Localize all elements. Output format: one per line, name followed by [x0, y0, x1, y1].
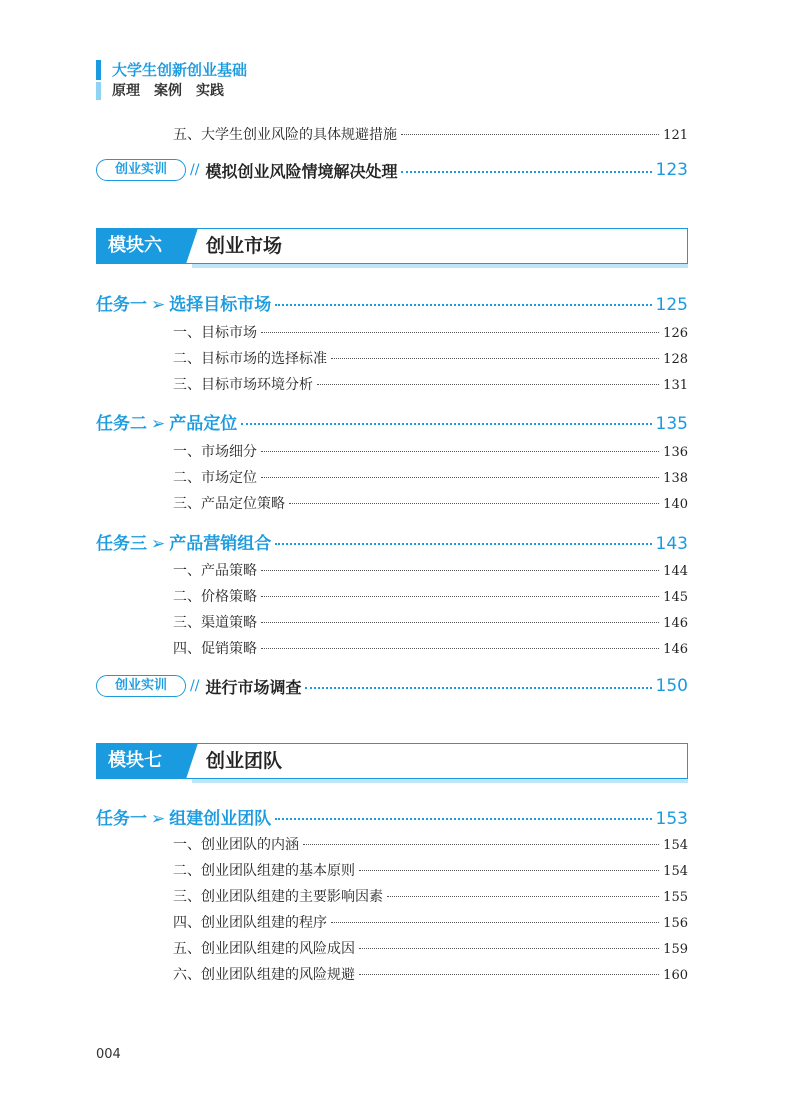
leader-dots — [331, 922, 659, 923]
module-title: 创业市场 — [206, 235, 283, 257]
module-label-notch — [186, 743, 198, 779]
leader-dots — [241, 423, 651, 425]
toc-item[interactable] — [173, 586, 688, 606]
toc-item-page: 121 — [663, 128, 688, 143]
arrow-icon: ➢ — [151, 534, 166, 554]
leader-dots — [387, 896, 659, 897]
practice-badge: 创业实训 — [96, 159, 186, 181]
toc-item-label: 二、创业团队组建的基本原则 — [173, 863, 355, 879]
toc-item-label: 四、创业团队组建的程序 — [173, 915, 327, 931]
toc-item-page: 144 — [663, 564, 688, 579]
toc-item[interactable] — [173, 374, 688, 394]
leader-dots — [317, 384, 659, 385]
toc-item-page: 154 — [663, 864, 688, 879]
toc-item-page: 154 — [663, 838, 688, 853]
task-title: 组建创业团队 — [169, 809, 272, 829]
task-page: 153 — [655, 809, 688, 829]
toc-item-label: 五、大学生创业风险的具体规避措施 — [173, 127, 397, 143]
toc-item[interactable] — [173, 860, 688, 880]
toc-item-label: 三、产品定位策略 — [173, 496, 285, 512]
toc-item-label: 三、目标市场环境分析 — [173, 377, 313, 393]
toc-item-page: 160 — [663, 968, 688, 983]
arrow-icon: ➢ — [151, 809, 166, 829]
toc-item-label: 五、创业团队组建的风险成因 — [173, 941, 355, 957]
leader-dots — [275, 543, 651, 545]
header-accent-bar-light — [96, 82, 101, 100]
toc-item-page: 156 — [663, 916, 688, 931]
practice-title: 进行市场调查 — [205, 677, 302, 697]
module-label: 模块六 — [96, 228, 186, 264]
leader-dots — [261, 451, 659, 452]
practice-badge: 创业实训 — [96, 675, 186, 697]
leader-dots — [359, 870, 659, 871]
leader-dots — [303, 844, 659, 845]
arrow-icon: ➢ — [151, 295, 166, 315]
leader-dots — [275, 818, 651, 820]
practice-page: 150 — [655, 676, 688, 696]
toc-item[interactable] — [173, 348, 688, 368]
module-label: 模块七 — [96, 743, 186, 779]
leader-dots — [401, 134, 659, 135]
practice-page: 123 — [655, 160, 688, 180]
toc-item[interactable] — [173, 467, 688, 487]
toc-item-label: 一、产品策略 — [173, 563, 257, 579]
toc-item[interactable] — [173, 964, 688, 984]
toc-item-label: 六、创业团队组建的风险规避 — [173, 967, 355, 983]
module-heading[interactable] — [96, 228, 688, 268]
task-entry[interactable] — [96, 290, 688, 314]
practice-entry[interactable] — [96, 673, 688, 699]
task-entry[interactable] — [96, 529, 688, 553]
leader-dots — [331, 358, 659, 359]
leader-dots — [261, 570, 659, 571]
task-entry[interactable] — [96, 804, 688, 828]
task-label: 任务一 — [96, 295, 147, 315]
toc-item-page: 155 — [663, 890, 688, 905]
leader-dots — [261, 332, 659, 333]
toc-item[interactable] — [173, 322, 688, 342]
task-page: 143 — [655, 534, 688, 554]
toc-item-label: 二、市场定位 — [173, 470, 257, 486]
toc-item-page: 146 — [663, 642, 688, 657]
toc-item[interactable] — [173, 124, 688, 144]
toc-item-label: 一、目标市场 — [173, 325, 257, 341]
leader-dots — [289, 503, 659, 504]
leader-dots — [305, 687, 651, 689]
module-title: 创业团队 — [206, 750, 283, 772]
toc-item[interactable] — [173, 834, 688, 854]
toc-item-label: 四、促销策略 — [173, 641, 257, 657]
toc-item-page: 128 — [663, 352, 688, 367]
task-page: 135 — [655, 414, 688, 434]
toc-item-label: 一、创业团队的内涵 — [173, 837, 299, 853]
module-heading-shadow — [192, 779, 688, 783]
leader-dots — [261, 596, 659, 597]
toc-item-page: 140 — [663, 497, 688, 512]
task-title: 产品营销组合 — [169, 534, 272, 554]
toc-item[interactable] — [173, 638, 688, 658]
toc-item-label: 二、价格策略 — [173, 589, 257, 605]
task-label: 任务一 — [96, 809, 147, 829]
toc-item-page: 138 — [663, 471, 688, 486]
toc-item[interactable] — [173, 441, 688, 461]
toc-item-page: 159 — [663, 942, 688, 957]
toc-item[interactable] — [173, 612, 688, 632]
toc-item[interactable] — [173, 493, 688, 513]
toc-item-label: 二、目标市场的选择标准 — [173, 351, 327, 367]
leader-dots — [359, 974, 659, 975]
task-title: 选择目标市场 — [169, 295, 272, 315]
slash-decoration: // — [190, 162, 200, 178]
leader-dots — [261, 477, 659, 478]
task-label: 任务三 — [96, 534, 147, 554]
leader-dots — [359, 948, 659, 949]
task-entry[interactable] — [96, 409, 688, 433]
toc-item[interactable] — [173, 886, 688, 906]
leader-dots — [275, 304, 651, 306]
toc-item-page: 146 — [663, 616, 688, 631]
toc-item-label: 三、渠道策略 — [173, 615, 257, 631]
toc-item[interactable] — [173, 560, 688, 580]
task-title: 产品定位 — [169, 414, 238, 434]
leader-dots — [261, 622, 659, 623]
toc-item[interactable] — [173, 938, 688, 958]
toc-item-label: 一、市场细分 — [173, 444, 257, 460]
module-label-notch — [186, 228, 198, 264]
toc-item-page: 145 — [663, 590, 688, 605]
book-subtitle: 原理 案例 实践 — [112, 83, 224, 99]
practice-entry[interactable] — [96, 157, 688, 183]
practice-title: 模拟创业风险情境解决处理 — [205, 161, 398, 181]
slash-decoration: // — [190, 678, 200, 694]
leader-dots — [261, 648, 659, 649]
task-label: 任务二 — [96, 414, 147, 434]
toc-item-page: 136 — [663, 445, 688, 460]
book-title: 大学生创新创业基础 — [112, 61, 248, 79]
toc-item-label: 三、创业团队组建的主要影响因素 — [173, 889, 383, 905]
arrow-icon: ➢ — [151, 414, 166, 434]
module-heading-shadow — [192, 264, 688, 268]
toc-item-page: 131 — [663, 378, 688, 393]
toc-item[interactable] — [173, 912, 688, 932]
toc-item-page: 126 — [663, 326, 688, 341]
page-number: 004 — [96, 1047, 121, 1062]
module-heading[interactable] — [96, 743, 688, 783]
leader-dots — [401, 171, 651, 173]
header-accent-bar — [96, 60, 101, 80]
task-page: 125 — [655, 295, 688, 315]
